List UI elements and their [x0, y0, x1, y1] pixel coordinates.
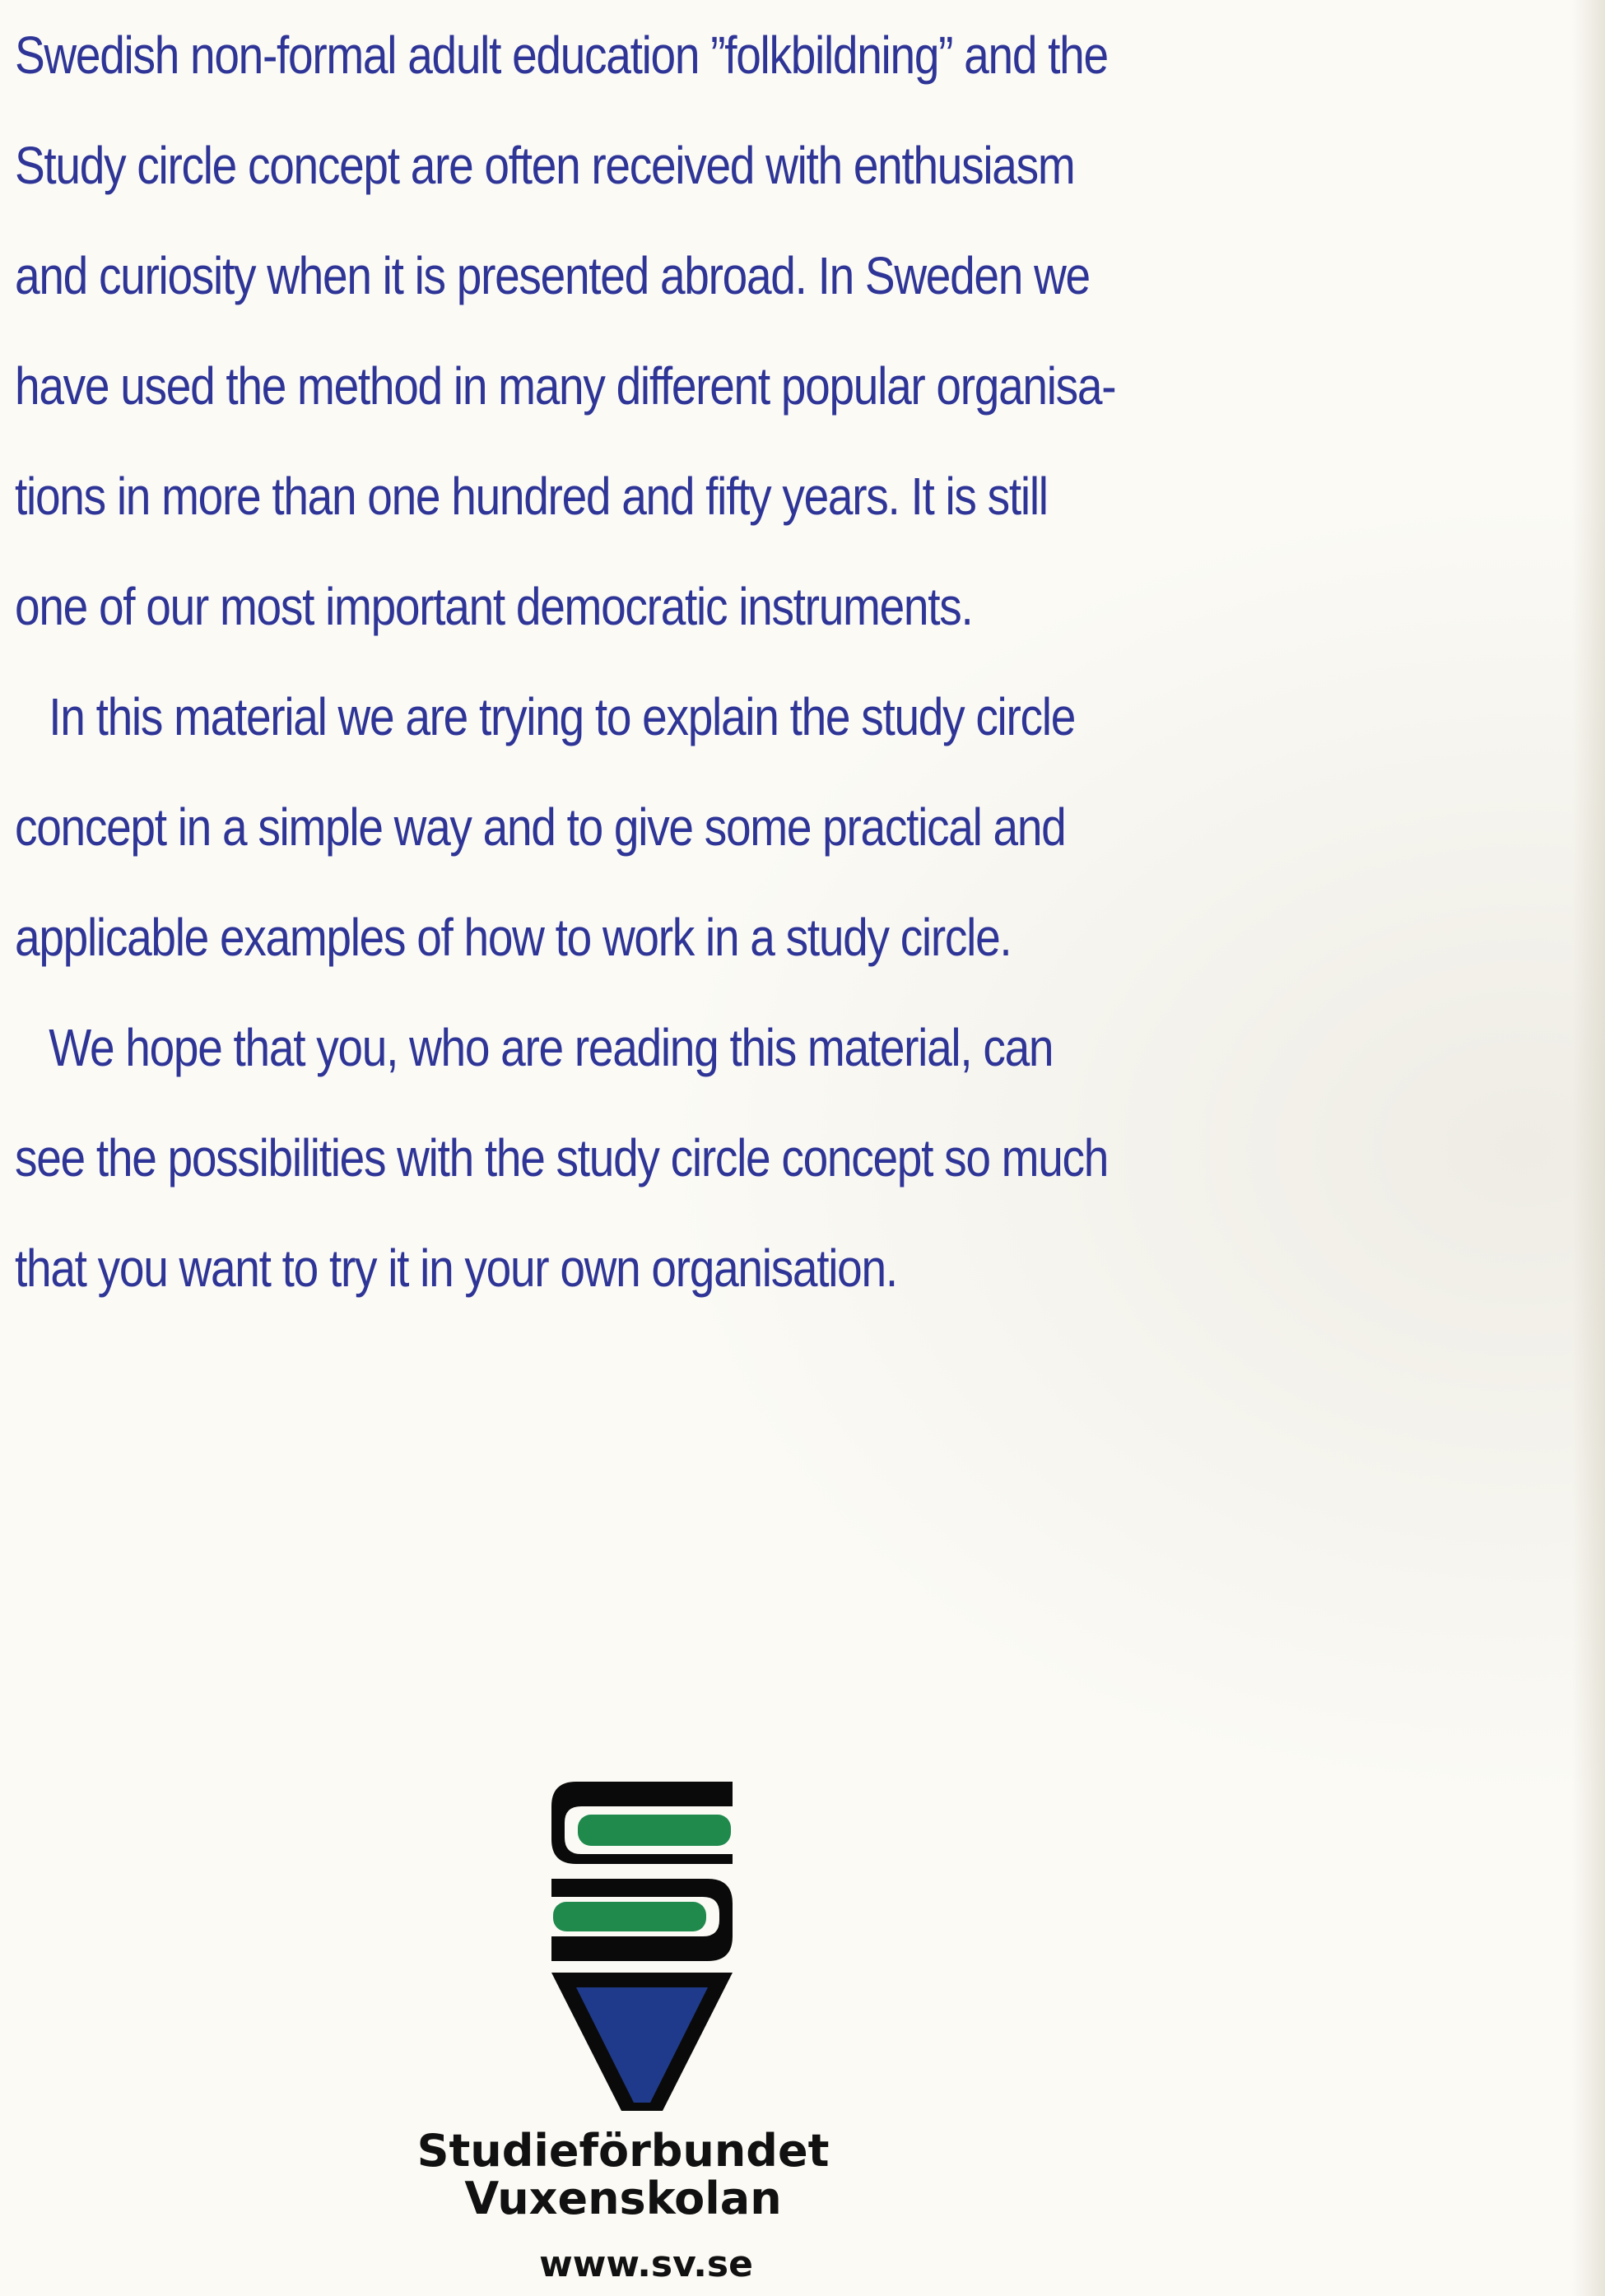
- paragraph-2-line-2: concept in a simple way and to give some practical and: [15, 797, 1066, 857]
- paragraph-1-line-3: and curiosity when it is presented abroad. In Sweden we: [15, 246, 1090, 305]
- paragraph-1-line-4: have used the method in many different popular organisa-: [15, 356, 1116, 416]
- organization-name-line-1: Studieförbundet: [416, 2125, 830, 2177]
- sv-logo-icon: [551, 1782, 733, 2111]
- paragraph-3-line-2: see the possibilities with the study circle concept so much: [15, 1128, 1109, 1188]
- logo-s-green-bar-2: [553, 1902, 706, 1931]
- paragraph-1-line-6: one of our most important democratic instruments.: [15, 577, 973, 636]
- paragraph-3-line-1: We hope that you, who are reading this material, can: [49, 1018, 1054, 1077]
- website-url-text: www.sv.se: [539, 2243, 753, 2285]
- paragraph-1-line-2: Study circle concept are often received with enthusiasm: [15, 136, 1075, 195]
- paper-edge: [1572, 0, 1605, 2296]
- paragraph-1-line-5: tions in more than one hundred and fifty years. It is still: [15, 467, 1048, 526]
- paragraph-2-line-1: In this material we are trying to explain the study circle: [49, 687, 1076, 746]
- logo-s-green-bar-1: [578, 1815, 731, 1846]
- organization-name-line-2: Vuxenskolan: [464, 2173, 782, 2224]
- website-url: [0, 2244, 1605, 2285]
- paragraph-2-line-3: applicable examples of how to work in a study circle.: [15, 908, 1012, 967]
- organization-name: [0, 2127, 1605, 2223]
- paragraph-1-line-1: Swedish non-formal adult education ”folkbildning” and the: [15, 26, 1108, 85]
- body-text: [15, 0, 1332, 1323]
- paragraph-3-line-3: that you want to try it in your own organisation.: [15, 1239, 897, 1298]
